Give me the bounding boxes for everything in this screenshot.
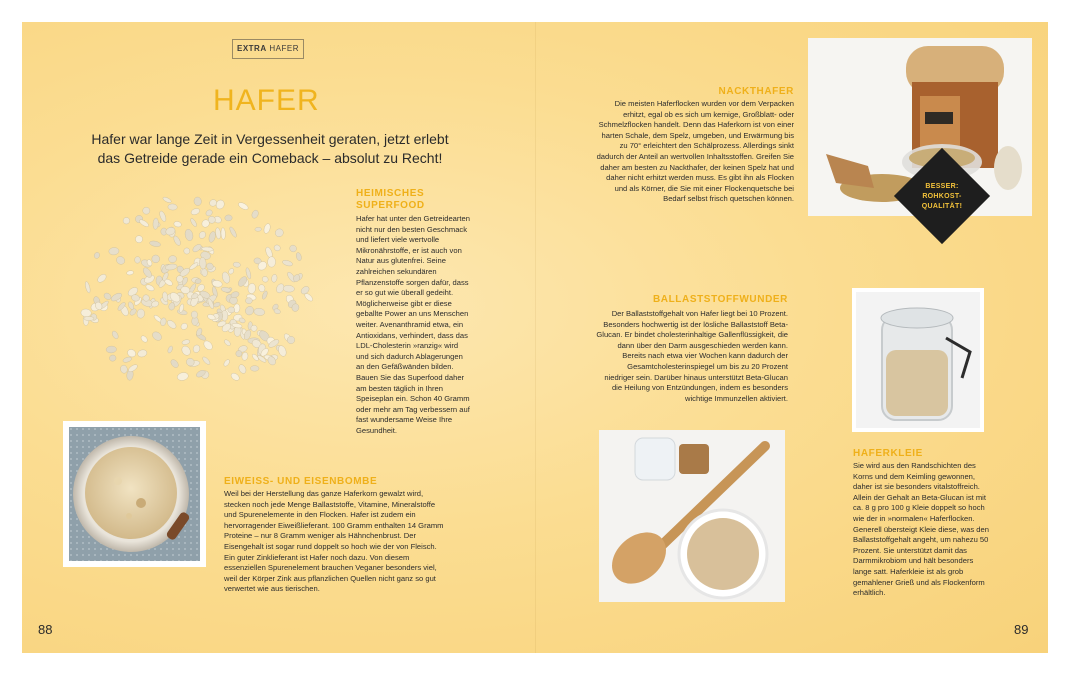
- tip-line-2: ROHKOST-: [922, 193, 962, 200]
- oat-flake: [140, 335, 149, 344]
- oat-flake: [168, 204, 178, 211]
- oat-flake: [300, 285, 311, 296]
- oat-flake: [283, 285, 295, 293]
- page-fold: [535, 22, 536, 653]
- tip-line-3: QUALITÄT!: [921, 203, 963, 210]
- oat-flake: [237, 363, 247, 374]
- oat-flake: [255, 227, 262, 231]
- porridge-bowl-image: [63, 421, 206, 567]
- oat-flake: [221, 287, 231, 293]
- kleie-heading: HAFERKLEIE: [853, 448, 923, 459]
- oat-flake: [274, 227, 285, 238]
- oat-flake: [205, 209, 214, 218]
- oat-flake: [198, 230, 207, 240]
- oat-flake: [126, 348, 137, 358]
- oat-flake: [233, 262, 241, 268]
- oat-flake: [225, 215, 233, 221]
- superfood-text: Hafer hat unter den Getreidearten nicht nur den besten Geschmack und liefert viele wertvolle Mikronährstoffe, er ist auch von Natur aus glutenfrei. Seine zahlreichen sekundären Pflanzenstoffe sorgen dafür, dass er so gut wie überall gedeiht. Möglicherweise gibt er diese geballte Power an uns Menschen weiter. Avenanthramid etwa, ein Antioxidans, verhindert, dass das LDL-Cholesterin »ranzig« wird und sich dadurch Ablagerungen an den Gefäßwänden bilden. Bauen Sie das Superfood daher am besten täglich in Ihren Speiseplan ein. Schon 40 Gramm oder mehr am Tag verbessern auf fast wundersame Weise Ihre Gesundheit.: [356, 214, 470, 435]
- kleie-text: Sie wird aus den Randschichten des Korns und dem Keimling gewonnen, daher ist sie besonders vitalstoffreich. Allein der Gehalt an Beta-Glucan ist mit ca. 8 g pro 100 g Kleie doppelt so hoch wie der in »normalen« Haferflocken. Generell übersteigt Kleie diese, was den Ballaststoffgehalt angeht, um nahezu 50 Prozent. Sie unterstützt damit das Darmmikrobiom und hält besonders lange satt. Haferkleie ist als grob gemahlener Grieß und als Flockenform erhältlich.: [853, 461, 989, 598]
- oat-flake: [201, 268, 208, 277]
- tip-diamond-text: [908, 182, 976, 212]
- spoon-photo: [599, 430, 785, 602]
- oat-flakes-image: [60, 175, 330, 445]
- oat-flake: [245, 297, 252, 304]
- oat-flake: [251, 209, 260, 219]
- oat-flake: [287, 336, 295, 344]
- jar-image: [852, 288, 984, 432]
- oat-flake: [250, 366, 259, 372]
- oat-flake: [96, 273, 108, 284]
- oat-flake: [109, 354, 117, 361]
- category-badge: [232, 39, 304, 59]
- oat-flake: [191, 243, 202, 254]
- oat-flake: [273, 244, 281, 252]
- ballast-text: Der Ballaststoffgehalt von Hafer liegt bei 10 Prozent. Besonders hochwertig ist der lösliche Ballaststoff Beta-Glucan. Er bindet cholesterinhaltige Gallenflüssigkeit, die dann über den Darm ausgeschieden werden kann. Bereits nach etwa vier Wochen kann dadurch der Gesamtcholesterinspiegel um bis zu 20 Prozent niedriger sein. Darüber hinaus unterstützt Beta-Glucan die Heilung von Entzündungen, indem es besonders wichtige Immunzellen aktiviert.: [596, 309, 788, 403]
- oat-flake: [208, 231, 217, 243]
- badge-bold: EXTRA: [237, 44, 267, 53]
- page-number-right: 89: [1014, 622, 1029, 637]
- oat-flake: [93, 252, 100, 260]
- intro-text: Hafer war lange Zeit in Vergessenheit geraten, jetzt erlebt das Getreide gerade ein Comeback – absolut zu Recht!: [91, 131, 449, 166]
- oat-flake: [223, 359, 231, 368]
- eiweiss-text: Weil bei der Herstellung das ganze Haferkorn gewalzt wird, stecken noch jede Menge Ballaststoffe, Vitamine, Mineralstoffe und Spurenelemente in den Flocken. Hafer ist zudem ein hervorragender Eiweißlieferant. 100 Gramm enthalten 14 Gramm Proteine – nur 8 Gramm weniger als Hähnchenbrust. Der Eisengehalt ist sogar rund doppelt so hoch wie der von Fleisch. Ein guter Zinklieferant ist Hafer noch dazu. Von diesem essenziellen Spurenelement brauchen Veganer besonders viel, weil der Körper Zink aus pflanzlichen Quellen nicht ganz so gut verwertet wie aus tierischen.: [224, 489, 444, 594]
- oat-flake: [173, 221, 182, 228]
- oat-flake: [145, 283, 155, 292]
- oat-flake: [162, 196, 172, 204]
- oat-flake: [84, 316, 94, 320]
- tip-line-1: BESSER:: [925, 183, 959, 190]
- oat-flake: [183, 247, 190, 254]
- jar-photo: [852, 288, 984, 432]
- oat-flake: [169, 358, 180, 369]
- oat-flake: [138, 218, 149, 228]
- oat-flake: [184, 228, 194, 241]
- ballast-heading: BALLASTSTOFFWUNDER: [652, 294, 788, 305]
- oat-flake: [271, 274, 278, 283]
- oat-flake: [153, 218, 159, 230]
- oat-flake: [261, 275, 269, 283]
- spoon-bran-image: [599, 430, 785, 602]
- oat-flake: [263, 223, 272, 234]
- page-title: HAFER: [213, 84, 320, 117]
- page-number-left: 88: [38, 622, 53, 637]
- oat-flake: [142, 207, 150, 214]
- oat-flake: [137, 349, 148, 358]
- oat-flake: [180, 322, 189, 331]
- oat-flake: [228, 226, 237, 238]
- oat-flake: [137, 309, 145, 319]
- oat-flake: [190, 207, 200, 216]
- oat-flake: [223, 339, 231, 347]
- superfood-heading: HEIMISCHES SUPERFOOD: [356, 188, 425, 211]
- oat-flake: [221, 228, 226, 240]
- porridge-photo: [63, 421, 206, 567]
- oat-flake: [191, 311, 198, 319]
- oat-flake: [111, 330, 120, 340]
- oat-flake: [180, 344, 192, 357]
- oat-flake: [108, 247, 119, 255]
- oat-flake: [158, 210, 167, 222]
- oat-flake: [244, 305, 255, 317]
- oat-flake: [241, 352, 248, 361]
- oat-flake: [282, 259, 294, 267]
- oat-flake: [167, 345, 174, 353]
- oat-flake: [81, 308, 92, 317]
- oat-flake: [193, 196, 202, 206]
- oat-flake: [192, 344, 201, 354]
- oat-flake: [151, 254, 161, 264]
- oat-flake: [176, 371, 189, 381]
- oat-flake: [151, 330, 163, 342]
- nackthafer-heading: NACKTHAFER: [718, 86, 794, 97]
- oat-flake: [126, 270, 134, 275]
- oat-flake: [237, 201, 249, 211]
- oat-flake: [227, 267, 234, 275]
- oat-flake: [115, 255, 126, 266]
- eiweiss-heading: EIWEISS- UND EISENBOMBE: [224, 476, 378, 487]
- oat-flake: [189, 217, 197, 227]
- oat-flake: [202, 339, 214, 351]
- oat-flake: [149, 240, 161, 247]
- oat-flake: [215, 227, 222, 239]
- oat-flake: [120, 364, 129, 374]
- nackthafer-text: Die meisten Haferflocken wurden vor dem Verpacken erhitzt, egal ob es sich um kernige, Großblatt- oder Schmelzflocken handelt. Denn das Haferkorn ist von einer harten Schale, dem Spelz, umgeben, und Erwärmung bis zu 70° erleichtert den Schälprozess. Allerdings sinkt dadurch der Anteil an wertvollen Inhaltsstoffen. Greifen Sie daher am besten zu Nackthafer, der keinen Spelz hat und daher nicht erhitzt werden muss. Es gibt ihn als Flocken und als Körner, die Sie mit einer Flockenquetsche bei Bedarf selbst frisch quetschen können.: [596, 99, 794, 204]
- oat-flake: [166, 319, 178, 330]
- oat-flake: [106, 346, 117, 354]
- oat-flake: [288, 244, 298, 254]
- oat-flake: [253, 308, 265, 317]
- oat-flake: [168, 255, 177, 263]
- oat-flake: [295, 252, 302, 261]
- oat-flake: [228, 307, 235, 313]
- oat-flake: [172, 235, 181, 247]
- oat-flake: [230, 372, 241, 382]
- oat-flake: [122, 216, 131, 225]
- oat-flake: [122, 356, 132, 363]
- oat-flake: [201, 356, 211, 366]
- badge-rest: HAFER: [269, 44, 299, 53]
- oat-flake: [181, 339, 190, 345]
- oat-flake: [84, 281, 91, 293]
- oat-flake: [134, 256, 140, 263]
- oat-flake: [134, 234, 144, 244]
- oat-flake: [268, 257, 276, 268]
